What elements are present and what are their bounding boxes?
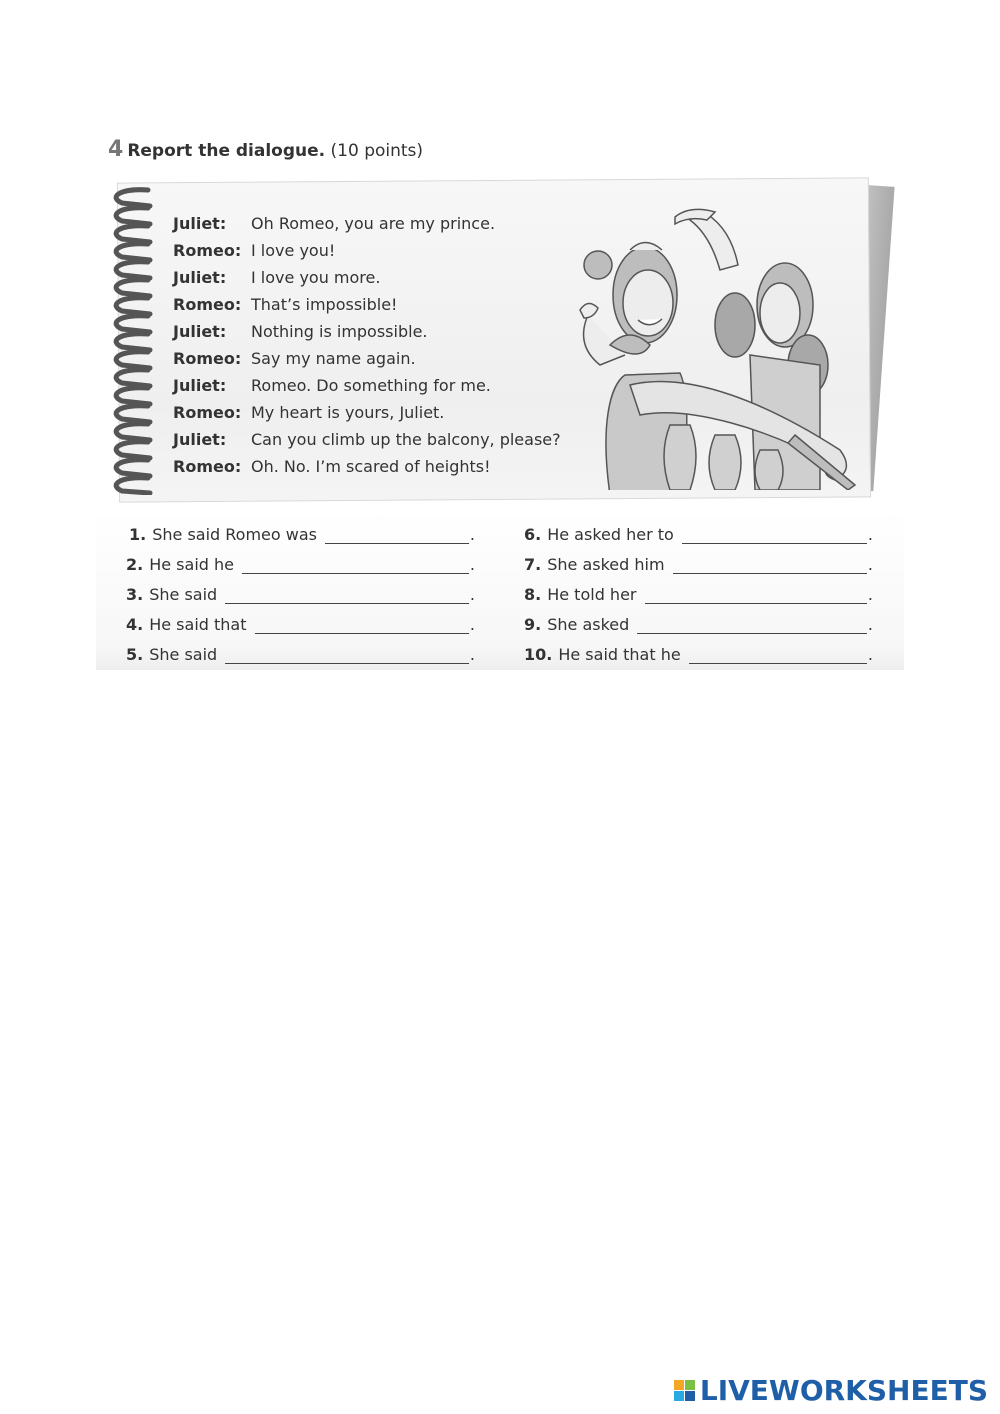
dialogue-line: Can you climb up the balcony, please? xyxy=(251,430,561,449)
answer-number: 6. xyxy=(524,525,542,544)
answer-item: 4. He said that . xyxy=(126,615,475,634)
answer-blank[interactable] xyxy=(689,645,867,664)
answer-item: 9. She asked . xyxy=(524,615,873,634)
answer-number: 7. xyxy=(524,555,542,574)
answer-number: 9. xyxy=(524,615,542,634)
answer-prompt: She said Romeo was xyxy=(152,525,317,544)
exercise-title: Report the dialogue. xyxy=(127,141,326,161)
answer-prompt: She said xyxy=(149,585,218,604)
answer-number: 1. xyxy=(129,525,147,544)
dialogue-row xyxy=(173,372,561,399)
dialogue-line: Say my name again. xyxy=(251,349,416,368)
logo-square xyxy=(685,1391,695,1401)
answer-item: 2. He said he . xyxy=(126,555,475,574)
answer-blank[interactable] xyxy=(637,615,867,634)
answer-blank[interactable] xyxy=(325,525,469,544)
logo-square xyxy=(674,1391,684,1401)
answer-item: 6. He asked her to . xyxy=(524,525,873,544)
answer-prompt: He told her xyxy=(547,585,637,604)
answer-blank[interactable] xyxy=(225,585,469,604)
dialogue-row xyxy=(173,345,561,372)
dialogue-line: Romeo. Do something for me. xyxy=(251,376,491,395)
answer-number: 8. xyxy=(524,585,542,604)
speaker-name: Romeo: xyxy=(173,295,242,314)
romeo-juliet-balcony-illustration xyxy=(570,195,860,490)
exercise-points: (10 points) xyxy=(330,141,424,161)
exercise-number: 4 xyxy=(108,137,124,162)
exercise-heading xyxy=(108,137,423,162)
liveworksheets-brand[interactable] xyxy=(674,1374,988,1407)
answer-prompt: She said xyxy=(149,645,218,664)
liveworksheets-logo-icon xyxy=(674,1380,695,1401)
dialogue-row xyxy=(173,399,561,426)
answer-prompt: He said he xyxy=(149,555,234,574)
dialogue-row xyxy=(173,426,561,453)
answer-number: 10. xyxy=(524,645,553,664)
speaker-name: Juliet: xyxy=(173,430,227,449)
speaker-name: Juliet: xyxy=(173,376,227,395)
answer-item: 3. She said . xyxy=(126,585,475,604)
speaker-name: Romeo: xyxy=(173,457,242,476)
dialogue-row xyxy=(173,264,561,291)
answer-item: 10. He said that he . xyxy=(524,645,873,664)
speaker-name: Juliet: xyxy=(173,322,227,341)
answer-prompt: She asked him xyxy=(547,555,665,574)
answer-section xyxy=(96,510,904,670)
dialogue-row xyxy=(173,237,561,264)
answer-number: 2. xyxy=(126,555,144,574)
answer-blank[interactable] xyxy=(242,555,469,574)
answer-prompt: He asked her to xyxy=(547,525,674,544)
speaker-name: Juliet: xyxy=(173,214,227,233)
dialogue-line: Oh. No. I’m scared of heights! xyxy=(251,457,491,476)
speaker-name: Juliet: xyxy=(173,268,227,287)
answer-blank[interactable] xyxy=(682,525,867,544)
dialogue-list xyxy=(173,210,561,480)
logo-square xyxy=(674,1380,684,1390)
answer-blank[interactable] xyxy=(225,645,469,664)
speaker-name: Romeo: xyxy=(173,403,242,422)
answer-item: 8. He told her . xyxy=(524,585,873,604)
speaker-name: Romeo: xyxy=(173,241,242,260)
answer-blank[interactable] xyxy=(255,615,469,634)
answer-item: 7. She asked him . xyxy=(524,555,873,574)
answer-number: 5. xyxy=(126,645,144,664)
answer-prompt: She asked xyxy=(547,615,630,634)
dialogue-line: That’s impossible! xyxy=(251,295,398,314)
answer-prompt: He said that he xyxy=(558,645,681,664)
answer-blank[interactable] xyxy=(673,555,867,574)
dialogue-line: Oh Romeo, you are my prince. xyxy=(251,214,496,233)
answer-number: 4. xyxy=(126,615,144,634)
dialogue-line: I love you more. xyxy=(251,268,381,287)
speaker-name: Romeo: xyxy=(173,349,242,368)
dialogue-row xyxy=(173,291,561,318)
dialogue-row xyxy=(173,210,561,237)
dialogue-line: I love you! xyxy=(251,241,336,260)
dialogue-line: My heart is yours, Juliet. xyxy=(251,403,445,422)
dialogue-row xyxy=(173,318,561,345)
answer-number: 3. xyxy=(126,585,144,604)
logo-square xyxy=(685,1380,695,1390)
brand-text: LIVEWORKSHEETS xyxy=(699,1374,988,1407)
answer-prompt: He said that xyxy=(149,615,247,634)
dialogue-line: Nothing is impossible. xyxy=(251,322,428,341)
answer-blank[interactable] xyxy=(645,585,867,604)
answer-item: 1. She said Romeo was . xyxy=(129,525,475,544)
spiral-binding-icon xyxy=(100,185,160,495)
answer-item: 5. She said . xyxy=(126,645,475,664)
dialogue-row xyxy=(173,453,561,480)
